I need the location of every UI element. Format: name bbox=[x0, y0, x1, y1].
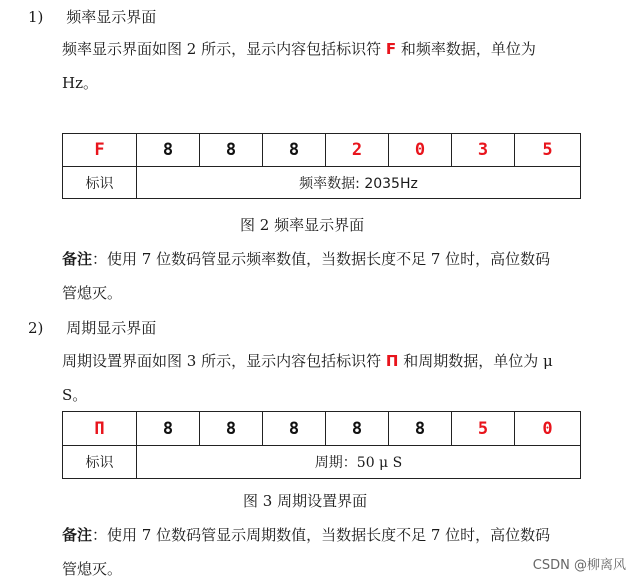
section2-note-label: 备注 bbox=[62, 526, 93, 544]
figure2-caption: 图 2 频率显示界面 bbox=[240, 216, 365, 234]
frequency-digit-8 bbox=[515, 134, 581, 167]
frequency-digit-1 bbox=[63, 134, 137, 167]
period-digit-8 bbox=[515, 412, 581, 446]
section1-para-tail: 和频率数据，单位为 bbox=[400, 40, 536, 58]
section2-note-line2: 管熄灭。 bbox=[62, 560, 123, 578]
section2-note-text: ：使用 7 位数码管显示周期数值，当数据长度不足 7 位时，高位数码 bbox=[92, 526, 551, 544]
section1-note-line1 bbox=[62, 248, 550, 269]
segment-digit: 0 bbox=[414, 140, 426, 160]
figure3-caption: 图 3 周期设置界面 bbox=[243, 492, 368, 510]
section2-title: 周期显示界面 bbox=[66, 319, 157, 337]
segment-digit: 5 bbox=[477, 418, 489, 439]
section1-heading bbox=[28, 6, 156, 27]
period-digit-5 bbox=[326, 412, 389, 446]
frequency-digit-3 bbox=[200, 134, 263, 167]
section2-heading bbox=[28, 317, 156, 338]
period-digit-7 bbox=[452, 412, 515, 446]
section1-note-text: ：使用 7 位数码管显示频率数值，当数据长度不足 7 位时，高位数码 bbox=[92, 250, 551, 268]
segment-digit: 8 bbox=[414, 418, 426, 439]
section1-paragraph-line1 bbox=[62, 38, 536, 59]
section1-note-label: 备注 bbox=[62, 250, 93, 268]
section1-paragraph-line2: Hz。 bbox=[62, 74, 98, 92]
section2-para-identifier: П bbox=[385, 352, 399, 370]
frequency-digit-5 bbox=[326, 134, 389, 167]
segment-digit: 5 bbox=[542, 140, 553, 160]
segment-digit: 8 bbox=[225, 140, 237, 160]
segment-digit: П bbox=[94, 418, 105, 439]
section2-paragraph-line1 bbox=[62, 350, 553, 371]
section1-number: 1) bbox=[28, 8, 44, 26]
section1-para-text: 频率显示界面如图 2 所示，显示内容包括标识符 bbox=[62, 40, 382, 58]
section2-para-text: 周期设置界面如图 3 所示，显示内容包括标识符 bbox=[62, 352, 382, 370]
segment-digit: 8 bbox=[162, 140, 174, 160]
frequency-digit-2 bbox=[137, 134, 200, 167]
frequency-digit-4 bbox=[263, 134, 326, 167]
period-digit-2 bbox=[137, 412, 200, 446]
period-label-cell: 标识 bbox=[63, 446, 137, 479]
segment-digit: 3 bbox=[477, 140, 489, 160]
frequency-label-cell: 标识 bbox=[63, 167, 137, 199]
segment-digit: 8 bbox=[162, 418, 174, 439]
segment-digit: 8 bbox=[351, 418, 363, 439]
period-info-row bbox=[63, 446, 581, 479]
section1-note-line2: 管熄灭。 bbox=[62, 284, 123, 302]
segment-digit: 8 bbox=[225, 418, 237, 439]
csdn-watermark: CSDN @柳离风 bbox=[532, 558, 626, 573]
period-digit-row bbox=[63, 412, 581, 446]
period-digit-1 bbox=[63, 412, 137, 446]
frequency-digit-7 bbox=[452, 134, 515, 167]
frequency-display-table bbox=[62, 133, 581, 199]
period-digit-6 bbox=[389, 412, 452, 446]
section2-note-line1 bbox=[62, 524, 550, 545]
segment-digit: 2 bbox=[351, 140, 363, 160]
period-display-table bbox=[62, 411, 581, 479]
frequency-digit-6 bbox=[389, 134, 452, 167]
section2-paragraph-line2: S。 bbox=[62, 386, 88, 404]
frequency-data-cell: 频率数据: 2035Hz bbox=[137, 167, 581, 199]
section2-number: 2) bbox=[28, 319, 44, 337]
segment-digit: 8 bbox=[288, 140, 300, 160]
segment-digit: F bbox=[94, 140, 105, 160]
segment-digit: 8 bbox=[288, 418, 300, 439]
segment-digit: 0 bbox=[542, 418, 553, 439]
frequency-info-row bbox=[63, 167, 581, 199]
period-digit-4 bbox=[263, 412, 326, 446]
section1-para-identifier: F bbox=[385, 40, 397, 58]
frequency-digit-row bbox=[63, 134, 581, 167]
section2-para-tail: 和周期数据，单位为 μ bbox=[403, 352, 553, 370]
period-data-cell: 周期：50 μ S bbox=[137, 446, 581, 479]
period-digit-3 bbox=[200, 412, 263, 446]
section1-title: 频率显示界面 bbox=[66, 8, 157, 26]
